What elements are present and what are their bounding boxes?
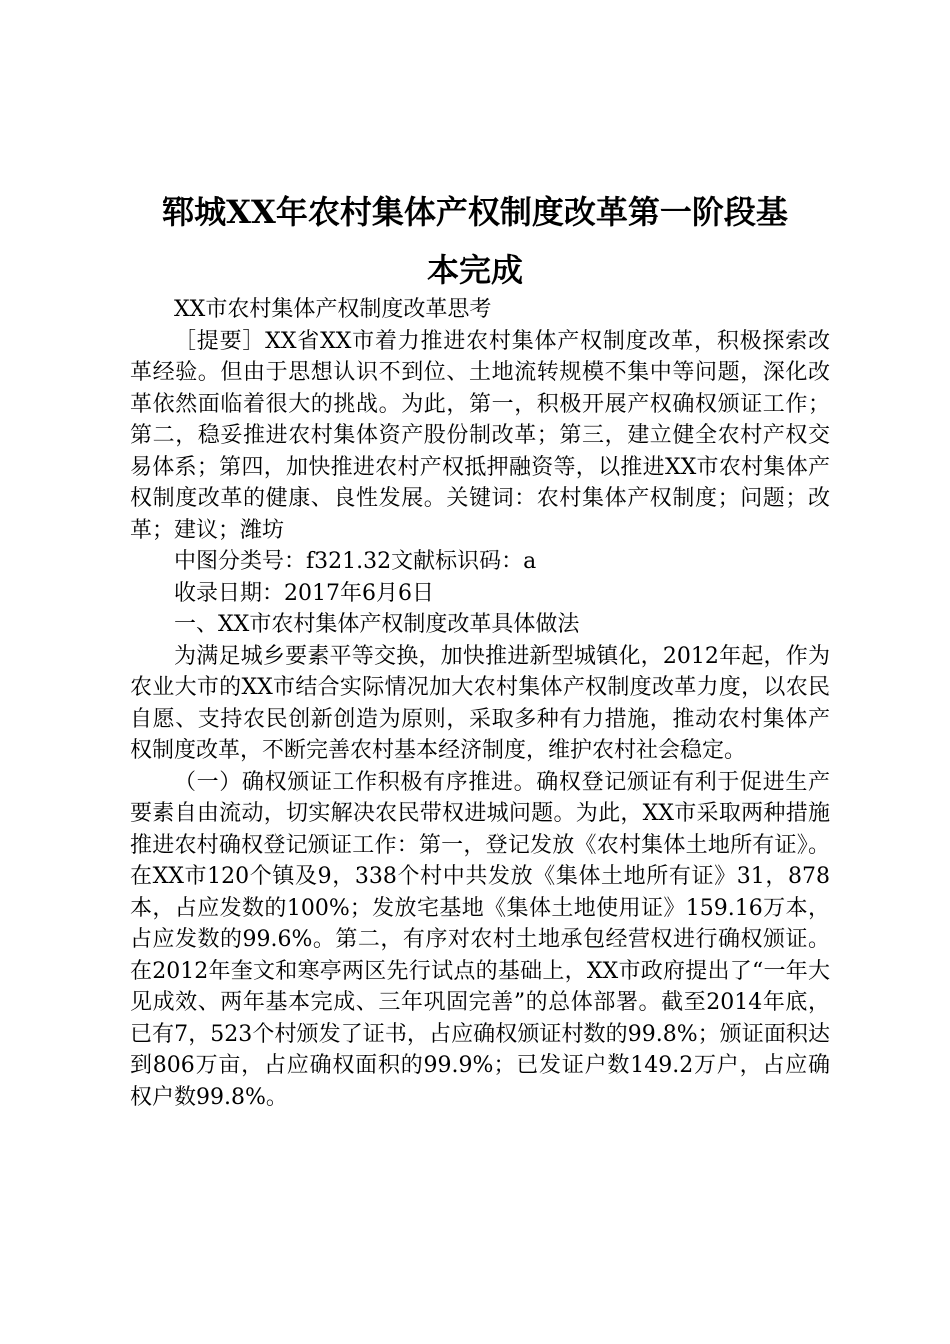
date-paragraph: 收录日期：2017年6月6日 [174, 580, 434, 606]
section-1-paragraph: （一）确权颁证工作积极有序推进。确权登记颁证有利于促进生产要素自由流动，切实解决农民带权进城问题。为此，XX市采取两种措施推进农村确权登记颁证工作：第一，登记发放《农村集体土地所有证》。在XX市120个镇及9，338个村中共发放《集体土地所有证》31，878本，占应发数的100%；发放宅基地《集体土地使用证》159.16万本，占应发数的99.6%。第二，有序对农村土地承包经营权进行确权颁证。在2012年奎文和寒亭两区先行试点的基础上，XX市政府提出了“一年大见成效、两年基本完成、三年巩固完善”的总体部署。截至2014年底，已有7，523个村颁发了证书，占应确权颁证村数的99.8%；颁证面积达到806万亩，占应确权面积的99.9%；已发证户数149.2万户，占应确权户数99.8%。 [130, 769, 830, 1110]
document-title-line-1: 郓城XX年农村集体产权制度改革第一阶段基 [162, 193, 788, 231]
document-title-line-2: 本完成 [426, 251, 523, 289]
document-body [130, 294, 830, 1113]
section-heading: 一、XX市农村集体产权制度改革具体做法 [174, 612, 580, 637]
classification-paragraph: 中图分类号：f321.32文献标识码：a [174, 549, 537, 574]
abstract-paragraph: ［提要］XX省XX市着力推进农村集体产权制度改革，积极探索改革经验。但由于思想认识不到位、土地流转规模不集中等问题，深化改革依然面临着很大的挑战。为此，第一，积极开展产权确权颁证工作；第二，稳妥推进农村集体资产股份制改革；第三，建立健全农村产权交易体系；第四，加快推进农村产权抵押融资等，以推进XX市农村集体产权制度改革的健康、良性发展。关键词：农村集体产权制度；问题；改革；建议；潍坊 [130, 328, 830, 543]
subtitle-paragraph: XX市农村集体产权制度改革思考 [174, 297, 492, 322]
intro-paragraph: 为满足城乡要素平等交换，加快推进新型城镇化，2012年起，作为农业大市的XX市结合实际情况加大农村集体产权制度改革力度，以农民自愿、支持农民创新创造为原则，采取多种有力措施，推动农村集体产权制度改革，不断完善农村基本经济制度，维护农村社会稳定。 [130, 643, 830, 763]
